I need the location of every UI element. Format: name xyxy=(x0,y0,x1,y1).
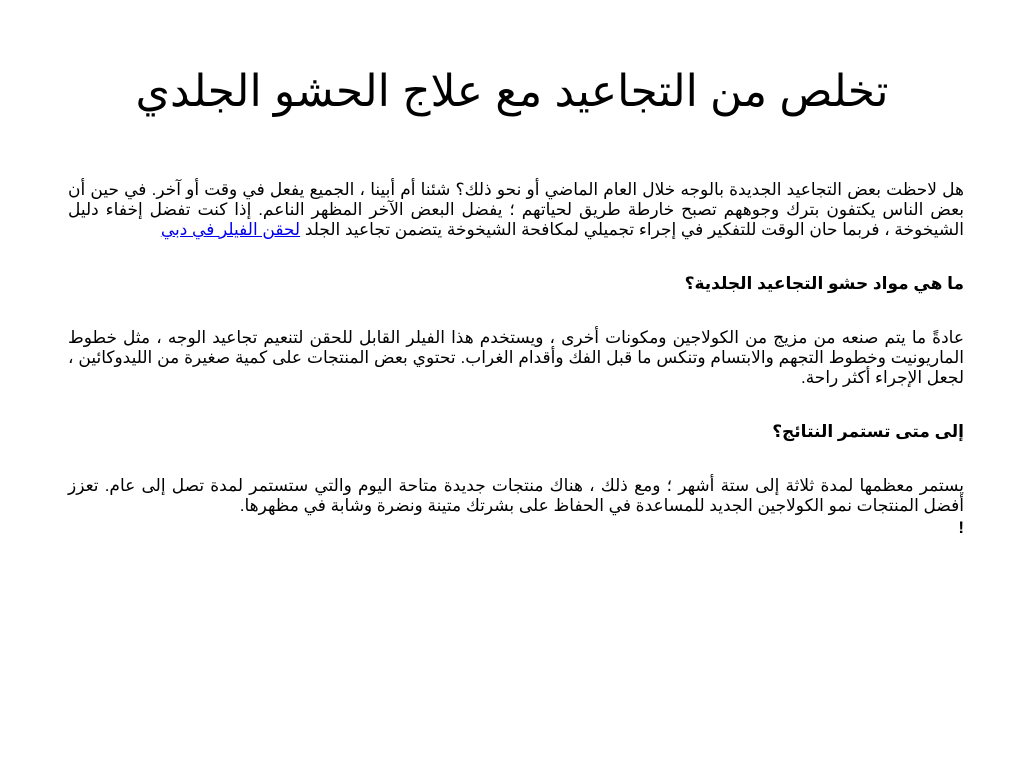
intro-text: هل لاحظت بعض التجاعيد الجديدة بالوجه خلال العام الماضي أو نحو ذلك؟ شئنا أم أبينا ، الجميع يفعل في وقت أو آخر. في حين أن بعض الناس يكتفون بترك وجوههم تصبح خارطة طريق لحياتهم ؛ يفضل البعض الآخر المظهر الناعم. إذا كنت تفضل إخفاء دليل الشيخوخة ، فربما حان الوقت للتفكير في إجراء تجميلي لمكافحة الشيخوخة يتضمن تجاعيد الجلد xyxy=(68,180,964,239)
materials-heading: ما هي مواد حشو التجاعيد الجلدية؟ xyxy=(684,274,964,293)
slide-content xyxy=(68,180,964,538)
slide-title: تخلص من التجاعيد مع علاج الحشو الجلدي xyxy=(135,67,889,116)
materials-paragraph: عادةً ما يتم صنعه من مزيج من الكولاجين ومكونات أخرى ، ويستخدم هذا الفيلر القابل للحقن لتنعيم تجاعيد الوجه ، مثل خطوط الماريونيت وخطوط التجهم والابتسام وتنكس ما قبل الفك وأقدام الغراب. تحتوي بعض المنتجات على كمية صغيرة من الليدوكائين ، لجعل الإجراء أكثر راحة. xyxy=(68,328,964,387)
intro-paragraph xyxy=(68,180,964,240)
filler-dubai-link[interactable]: لحقن الفيلر في دبي xyxy=(160,220,301,239)
duration-heading: إلى متى تستمر النتائج؟ xyxy=(772,422,964,441)
duration-paragraph: يستمر معظمها لمدة ثلاثة إلى ستة أشهر ؛ ومع ذلك ، هناك منتجات جديدة متاحة اليوم والتي ستستمر لمدة تصل إلى عام. تعزز أفضل المنتجات نمو الكولاجين الجديد للمساعدة في الحفاظ على بشرتك متينة ونضرة وشابة في مظهرها. xyxy=(68,476,964,515)
closing-mark: ! xyxy=(958,518,964,537)
